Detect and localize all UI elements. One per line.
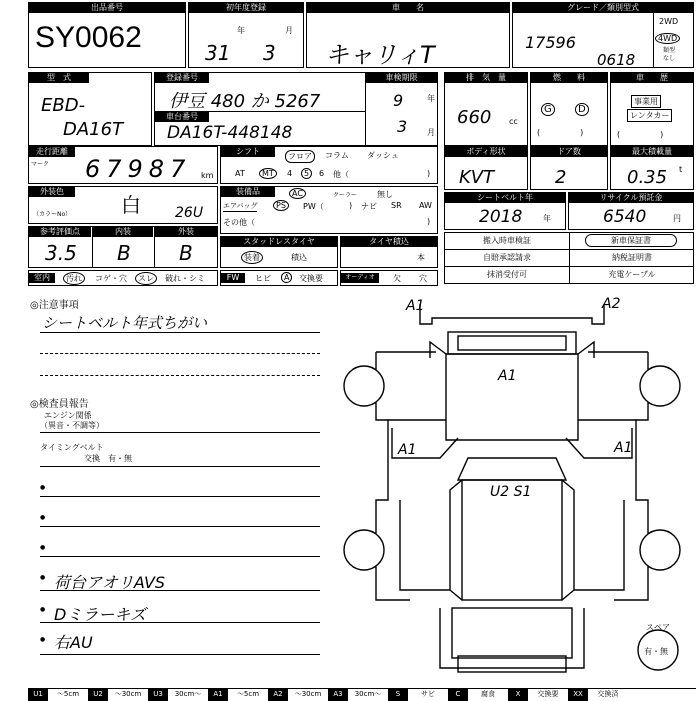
legend-item-1: ～5cm bbox=[56, 690, 80, 698]
equip-sr: SR bbox=[391, 201, 402, 210]
car-name-box bbox=[306, 2, 510, 68]
body-shape-label: ボディ形状 bbox=[445, 147, 527, 157]
fuel-d: D bbox=[575, 103, 589, 116]
legend-item-7: ～5cm bbox=[236, 690, 260, 698]
report-hw-2: Dミラーキズ bbox=[54, 605, 147, 624]
equipment-label: 装備品 bbox=[221, 187, 275, 197]
spare-value: 有・無 bbox=[644, 647, 668, 656]
score-value: 3.5 bbox=[45, 241, 77, 265]
history-box bbox=[610, 72, 694, 146]
drive-2wd: 2WD bbox=[659, 17, 679, 26]
mileage-box bbox=[28, 146, 218, 184]
capacity-label: 最大積載量 bbox=[611, 147, 693, 157]
legend-item-19: 交換済 bbox=[597, 690, 619, 698]
bullet-1: ● bbox=[40, 484, 46, 491]
shift-dash: ダッシュ bbox=[367, 151, 399, 160]
interior-label: 内装 bbox=[93, 227, 153, 237]
damage-mark-cab-top: A1 bbox=[498, 368, 517, 384]
score-box bbox=[28, 226, 218, 268]
equip-ac: AC bbox=[289, 188, 306, 199]
doc-charging-cable: 充電ケーブル bbox=[608, 270, 656, 279]
lot-number-box bbox=[28, 2, 186, 68]
tire-label: タイヤ積込 bbox=[341, 237, 437, 247]
legend-item-12: S bbox=[388, 689, 408, 701]
seatbelt-year-unit: 年 bbox=[543, 214, 551, 223]
report-hw-3: 右AU bbox=[54, 633, 93, 652]
inspection-month: 3 bbox=[397, 117, 408, 136]
legend-item-18: XX bbox=[568, 689, 588, 701]
grade-code-2: 0618 bbox=[597, 51, 636, 69]
doc-insurance: 自賠承認請求 bbox=[483, 253, 531, 262]
documents-box bbox=[444, 232, 694, 284]
exterior-value: B bbox=[179, 241, 193, 265]
fuel-label: 燃 料 bbox=[531, 73, 607, 83]
shift-mt: MT bbox=[259, 168, 277, 179]
legend-item-15: 腐食 bbox=[481, 690, 495, 698]
equip-pw: PW（ bbox=[303, 202, 324, 211]
model-label: 型 式 bbox=[29, 73, 89, 83]
engine-label: エンジン関係 bbox=[44, 411, 92, 420]
legend-item-13: サビ bbox=[421, 690, 435, 698]
doors-label: ドア数 bbox=[531, 147, 607, 157]
tire-box bbox=[340, 236, 438, 268]
shift-other-close: ) bbox=[427, 169, 431, 178]
legend-bar bbox=[28, 688, 696, 701]
timing-label: タイミングベルト bbox=[40, 443, 104, 452]
equipment-box bbox=[220, 186, 438, 234]
report-hw-1: 荷台アオリAVS bbox=[54, 573, 166, 592]
doc-inspection-cert: 搬入時車検証 bbox=[483, 236, 531, 245]
first-registration-label: 初年度登録 bbox=[189, 3, 303, 13]
inside-tear: 破れ・シミ bbox=[165, 274, 205, 283]
fw-label: FW bbox=[221, 273, 245, 283]
timing-sub: 交換 有・無 bbox=[84, 454, 132, 463]
fw-a: A bbox=[281, 272, 292, 283]
first-registration-year: 31 bbox=[205, 41, 231, 65]
damage-mark-bed: U2 S1 bbox=[490, 484, 532, 500]
fuel-box bbox=[530, 72, 608, 146]
legend-item-8: A2 bbox=[268, 689, 288, 701]
inspection-year-unit: 年 bbox=[427, 94, 435, 103]
legend-item-9: ～30cm bbox=[294, 690, 322, 698]
legend-item-5: 30cm～ bbox=[174, 690, 202, 698]
shift-column: コラム bbox=[325, 151, 349, 160]
color-code: 26U bbox=[175, 205, 204, 221]
notes-line-1: シートベルト年式ちがい bbox=[42, 314, 208, 332]
legend-item-11: 30cm～ bbox=[354, 690, 382, 698]
km-unit: km bbox=[201, 171, 214, 180]
registration-label: 登録番号 bbox=[155, 73, 209, 83]
damage-mark-left-door: A1 bbox=[398, 442, 417, 458]
tire-unit: 本 bbox=[417, 253, 425, 262]
shift-4: 4 bbox=[287, 169, 293, 178]
doors-box bbox=[530, 146, 608, 190]
model-box bbox=[28, 72, 152, 146]
doc-deregistration: 抹消受付可 bbox=[487, 270, 527, 279]
body-shape-value: KVT bbox=[459, 167, 495, 188]
history-rental: レンタカー bbox=[627, 109, 672, 122]
fuel-g: G bbox=[541, 103, 555, 116]
model-value-1: EBD- bbox=[41, 95, 86, 116]
studless-label: スタッドレスタイヤ bbox=[221, 237, 337, 247]
body-shape-box bbox=[444, 146, 528, 190]
audio-box bbox=[340, 270, 438, 286]
shift-box bbox=[220, 146, 438, 184]
interior-condition-box bbox=[28, 270, 218, 286]
chassis-label: 車台番号 bbox=[155, 112, 209, 122]
inside-scratch: スレ bbox=[135, 272, 157, 285]
legend-item-0: U1 bbox=[28, 689, 48, 701]
cc-unit: cc bbox=[509, 117, 518, 126]
inspection-label: 車検期限 bbox=[366, 73, 437, 83]
legend-item-6: A1 bbox=[208, 689, 228, 701]
equip-ps: PS bbox=[273, 200, 289, 211]
capacity-unit: t bbox=[679, 165, 683, 174]
bullet-3: ● bbox=[40, 544, 46, 551]
displacement-box bbox=[444, 72, 528, 146]
bullet-2: ● bbox=[40, 514, 46, 521]
fw-box bbox=[220, 270, 338, 286]
fw-crack: ヒビ bbox=[255, 274, 271, 283]
engine-sub: （異音・不調等） bbox=[40, 421, 104, 430]
drive-none: 類型 なし bbox=[663, 47, 676, 62]
displacement-value: 660 bbox=[457, 107, 492, 128]
equip-other-close: ) bbox=[427, 217, 431, 226]
report-title: ◎検査員報告 bbox=[30, 399, 89, 410]
studless-box bbox=[220, 236, 338, 268]
registration-value: 伊豆 480 か 5267 bbox=[169, 91, 321, 112]
first-registration-box bbox=[188, 2, 304, 68]
studless-fitted: 装着 bbox=[241, 251, 263, 264]
seatbelt-label: シートベルト年 bbox=[445, 193, 565, 203]
legend-item-16: X bbox=[508, 689, 528, 701]
inside-dirt: 汚れ bbox=[63, 272, 85, 285]
audio-label: オーディオ bbox=[341, 273, 379, 283]
spare-label: スペア bbox=[646, 623, 670, 632]
month-unit: 月 bbox=[285, 26, 293, 35]
studless-loaded: 積込 bbox=[291, 253, 307, 262]
recycle-label: リサイクル預託金 bbox=[569, 193, 693, 203]
yen-unit: 円 bbox=[673, 214, 681, 223]
car-name: キャリィT bbox=[325, 41, 435, 69]
lot-number-label: 出品番号 bbox=[29, 3, 185, 13]
color-box bbox=[28, 186, 218, 224]
score-label: 参考評価点 bbox=[29, 227, 91, 237]
shift-floor: フロア bbox=[285, 150, 315, 163]
color-label: 外装色 bbox=[29, 187, 75, 197]
first-registration-month: 3 bbox=[263, 41, 276, 65]
interior-value: B bbox=[117, 241, 131, 265]
seatbelt-box bbox=[444, 192, 566, 230]
history-business: 事業用 bbox=[631, 95, 661, 108]
damage-mark-front-right: A2 bbox=[602, 296, 621, 312]
inside-label: 室内 bbox=[29, 273, 55, 283]
mileage-value: 67987 bbox=[85, 155, 192, 183]
chassis-value: DA16T-448148 bbox=[167, 123, 293, 143]
displacement-label: 排 気 量 bbox=[445, 73, 527, 83]
grade-code-1: 17596 bbox=[525, 33, 576, 52]
shift-5: 5 bbox=[301, 168, 312, 179]
bullet-6: ● bbox=[40, 636, 46, 643]
legend-item-3: ～30cm bbox=[114, 690, 142, 698]
equip-airbag: エアバッグ bbox=[223, 202, 258, 210]
mileage-label: 走行距離 bbox=[29, 147, 75, 157]
grade-label: グレード／類別型式 bbox=[513, 3, 693, 13]
color-value: 白 bbox=[121, 193, 141, 217]
equip-cooler: クーラー bbox=[333, 192, 358, 199]
color-no-label: （カラーNo） bbox=[33, 211, 72, 218]
registration-box bbox=[154, 72, 438, 146]
doc-warranty: 新車保証書 bbox=[585, 234, 677, 247]
inspection-month-unit: 月 bbox=[427, 128, 435, 137]
recycle-value: 6540 bbox=[603, 207, 647, 227]
lot-number: SY0062 bbox=[35, 21, 142, 54]
legend-item-4: U3 bbox=[148, 689, 168, 701]
shift-at: AT bbox=[235, 169, 245, 178]
history-label: 車 歴 bbox=[611, 73, 693, 83]
grade-box bbox=[512, 2, 694, 68]
model-value-2: DA16T bbox=[63, 119, 124, 140]
equip-pw-close: ) bbox=[349, 201, 353, 210]
equip-aw: AW bbox=[419, 201, 432, 210]
fw-replace: 交換要 bbox=[299, 274, 323, 283]
equip-other: その他（ bbox=[223, 218, 255, 227]
inspection-year: 9 bbox=[393, 91, 404, 110]
car-name-label: 車 名 bbox=[307, 3, 509, 13]
legend-item-14: C bbox=[448, 689, 468, 701]
legend-item-2: U2 bbox=[88, 689, 108, 701]
equip-navi: ナビ bbox=[361, 202, 377, 211]
seatbelt-value: 2018 bbox=[479, 207, 523, 227]
doors-value: 2 bbox=[555, 167, 567, 188]
notes-title: ◎注意事項 bbox=[30, 300, 79, 311]
equip-none: 無し bbox=[377, 190, 393, 199]
doc-tax: 納税証明書 bbox=[612, 253, 652, 262]
legend-item-17: 交換要 bbox=[537, 690, 559, 698]
bullet-5: ● bbox=[40, 606, 46, 613]
year-unit: 年 bbox=[237, 26, 245, 35]
shift-other: 他（ bbox=[333, 170, 349, 179]
capacity-value: 0.35 bbox=[627, 167, 668, 188]
fuel-paren: ( ) bbox=[537, 128, 584, 137]
inside-burn: コゲ・穴 bbox=[95, 274, 127, 283]
legend-item-10: A3 bbox=[328, 689, 348, 701]
history-paren: ( ) bbox=[617, 130, 664, 139]
recycle-box bbox=[568, 192, 694, 230]
capacity-box bbox=[610, 146, 694, 190]
bullet-4: ● bbox=[40, 574, 46, 581]
shift-6: 6 bbox=[319, 169, 325, 178]
audio-missing: 欠 bbox=[393, 274, 401, 283]
shift-label: シフト bbox=[221, 147, 275, 157]
damage-mark-front-left: A1 bbox=[406, 298, 425, 314]
damage-mark-right-door: A1 bbox=[614, 440, 633, 456]
exterior-label: 外装 bbox=[155, 227, 217, 237]
mileage-mark: マーク bbox=[31, 161, 50, 168]
audio-hole: 穴 bbox=[419, 274, 427, 283]
drive-4wd: 4WD bbox=[655, 33, 680, 44]
